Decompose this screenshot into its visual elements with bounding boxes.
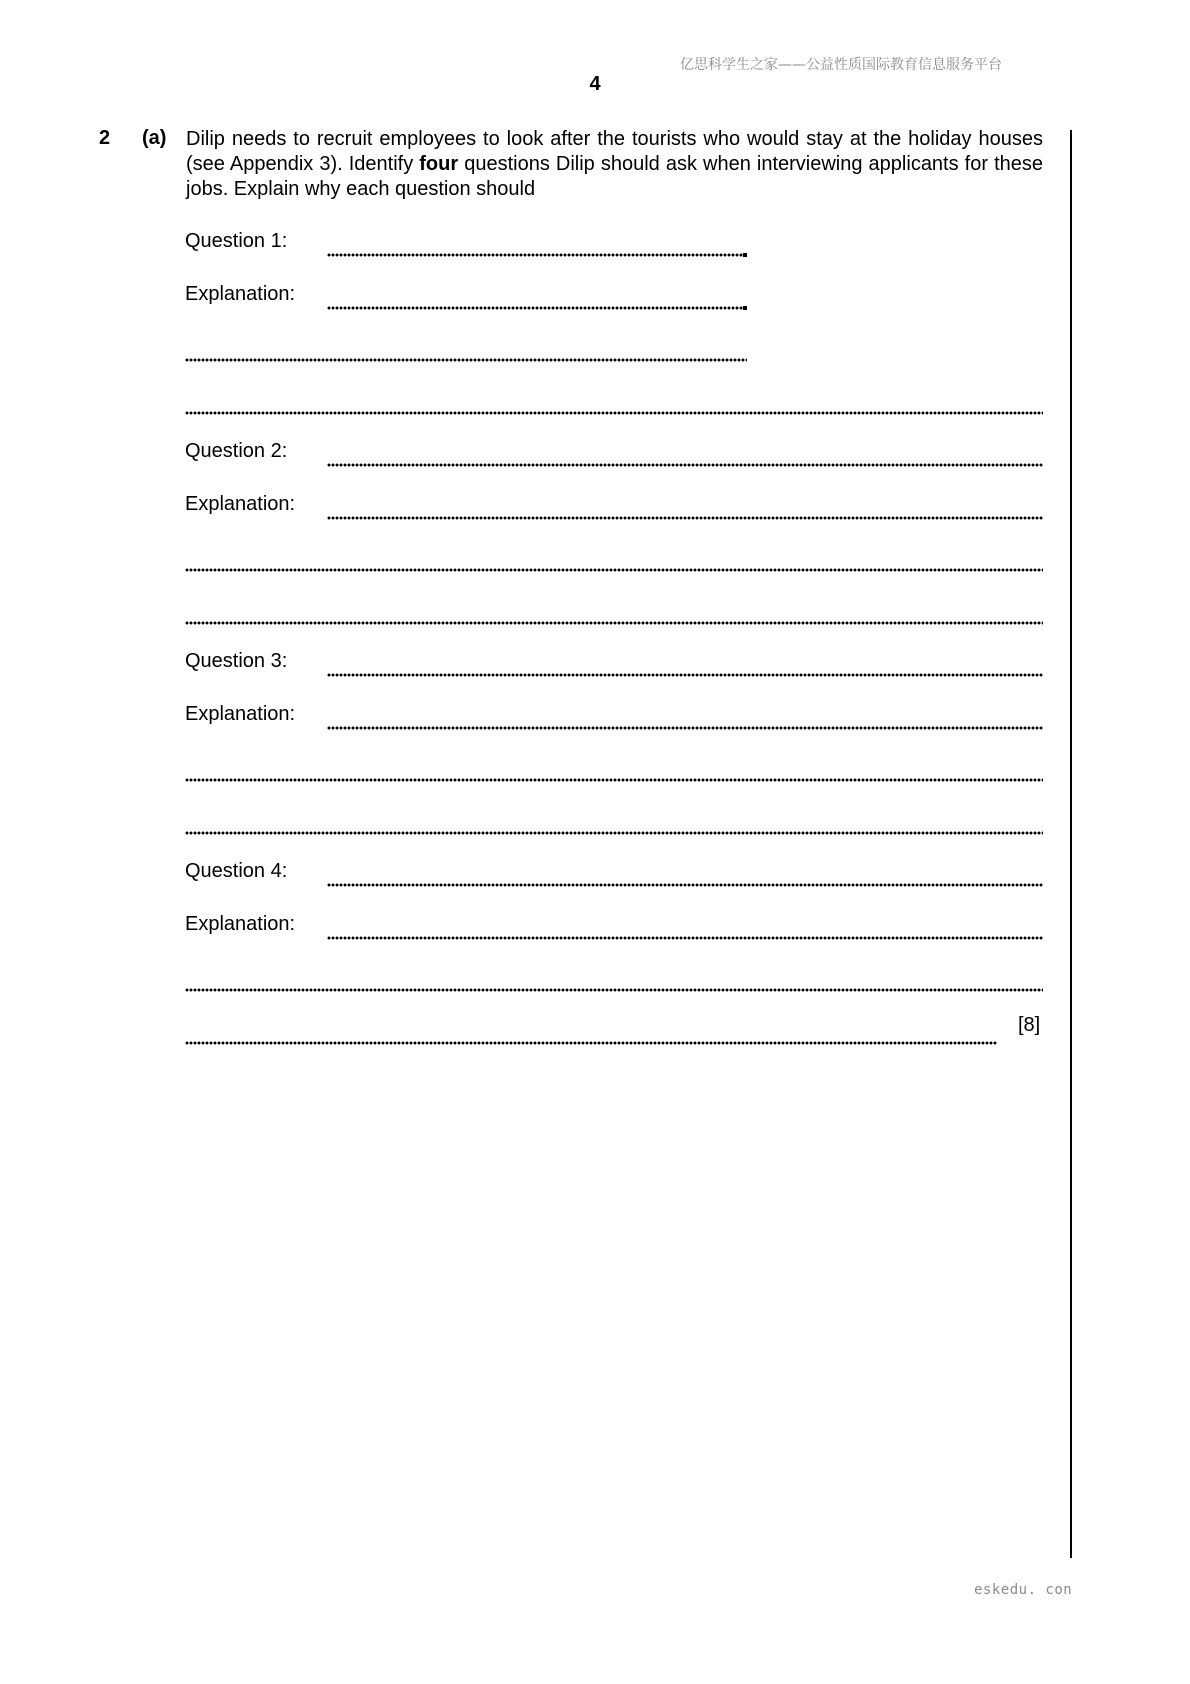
- explanation-4-line-1[interactable]: [327, 936, 1043, 940]
- explanation-1-line-3[interactable]: [185, 411, 1043, 415]
- explanation-3-line-1[interactable]: [327, 726, 1043, 730]
- question-text-start: Dilip needs to recruit employees to look after the tourists who would stay at the holiday houses (see Appendix 3). Identify: [186, 128, 1043, 175]
- explanation-3-line-3[interactable]: [185, 831, 1043, 835]
- explanation-1-label: Explanation:: [185, 283, 296, 305]
- explanation-2-line-1[interactable]: [327, 516, 1043, 520]
- explanation-4-line-2[interactable]: [185, 988, 1043, 992]
- question-1-label: Question 1:: [185, 230, 288, 252]
- page-number: 4: [589, 73, 601, 95]
- marks-allocation: [8]: [1018, 1014, 1041, 1036]
- explanation-3-line-2[interactable]: [185, 778, 1043, 782]
- explanation-1-line-2[interactable]: [185, 358, 747, 362]
- footer-watermark: eskedu. con: [974, 1582, 1073, 1598]
- question-part: (a): [142, 127, 167, 149]
- explanation-2-label: Explanation:: [185, 493, 296, 515]
- question-number: 2: [99, 127, 111, 149]
- margin-rule: [1070, 130, 1072, 1558]
- question-1-answer-line[interactable]: [327, 253, 744, 257]
- question-text-emphasis: four: [419, 153, 459, 175]
- question-text: [186, 127, 1043, 202]
- question-text-end: questions Dilip should ask when interviewing applicants for these jobs. Explain why each question should: [186, 153, 1044, 200]
- question-2-answer-line[interactable]: [327, 463, 1043, 467]
- header-watermark: 亿思科学生之家——公益性质国际教育信息服务平台: [680, 57, 1002, 73]
- explanation-4-label: Explanation:: [185, 913, 296, 935]
- question-3-answer-line[interactable]: [327, 673, 1043, 677]
- explanation-2-line-2[interactable]: [185, 568, 1043, 572]
- question-3-label: Question 3:: [185, 650, 288, 672]
- explanation-3-label: Explanation:: [185, 703, 296, 725]
- question-2-label: Question 2:: [185, 440, 288, 462]
- question-4-answer-line[interactable]: [327, 883, 1043, 887]
- explanation-4-line-3[interactable]: [185, 1041, 997, 1045]
- explanation-2-line-3[interactable]: [185, 621, 1043, 625]
- explanation-1-line-1[interactable]: [327, 306, 744, 310]
- question-4-label: Question 4:: [185, 860, 288, 882]
